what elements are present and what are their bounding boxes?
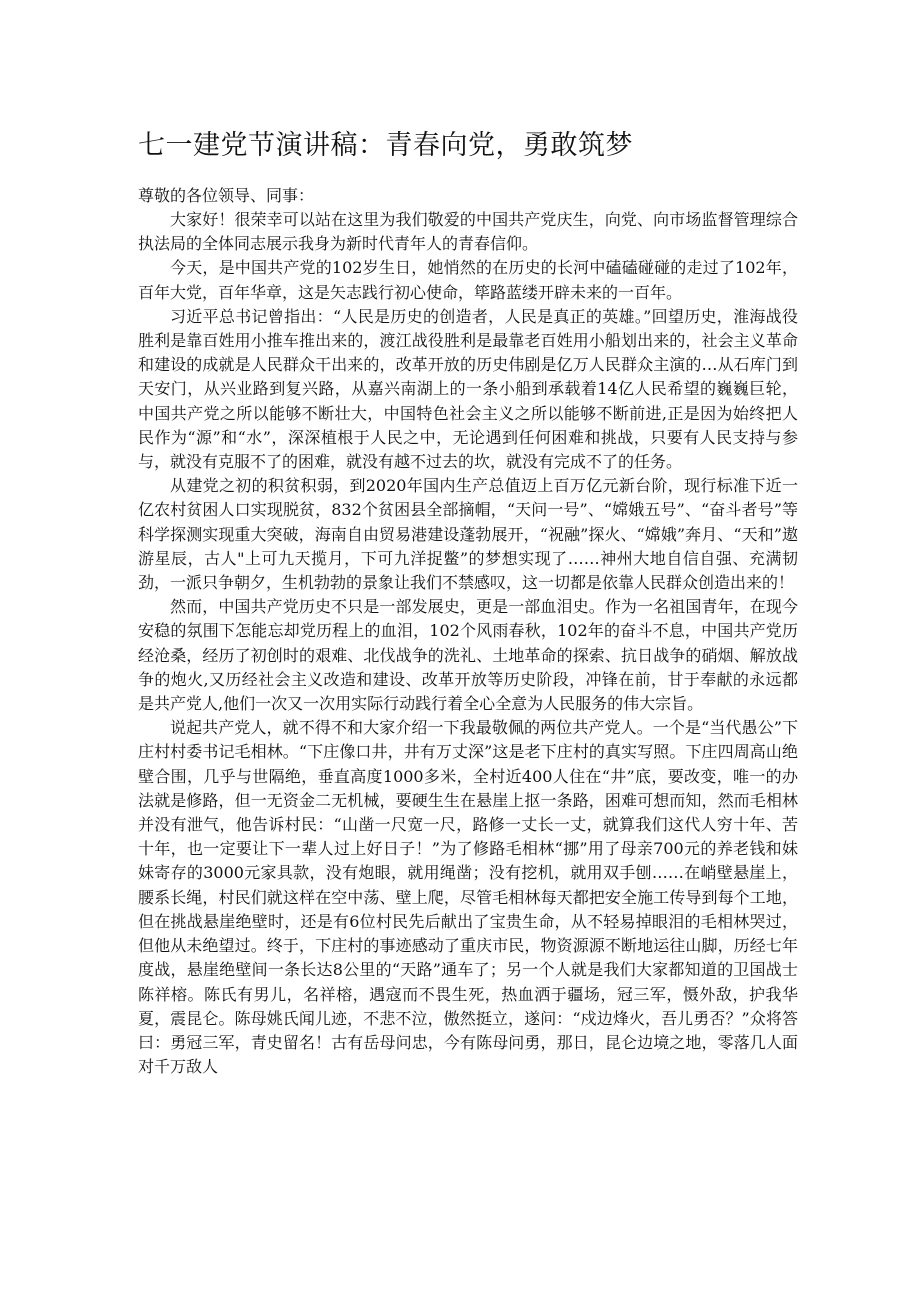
paragraph-greeting: 大家好！很荣幸可以站在这里为我们敬爱的中国共产党庆生，向党、向市场监督管理综合执法局的全体同志展示我身为新时代青年人的青春信仰。 (138, 210, 798, 254)
paragraph-party-history: 然而，中国共产党历史不只是一部发展史，更是一部血泪史。作为一名祖国青年，在现今安稳的氛围下怎能忘却党历程上的血泪，102个风雨春秋，102年的奋斗不息，中国共产党历经沧桑，经历了初创时的艰难、北伐战争的洗礼、土地革命的探索、抗日战争的硝烟、解放战争的炮火,又历经社会主义改造和建设、改革开放等历史阶段，冲锋在前，甘于奉献的永远都是共产党人,他们一次又一次用实际行动践行着全心全意为人民服务的伟大宗旨。 (138, 597, 798, 714)
document-page (138, 126, 798, 1079)
paragraph-anniversary: 今天，是中国共产党的102岁生日，她悄然的在历史的长河中磕磕碰碰的走过了102年，百年大党，百年华章，这是矢志践行初心使命，筚路蓝缕开辟未来的一百年。 (138, 258, 798, 302)
salutation: 尊敬的各位领导、同事： (138, 186, 315, 205)
paragraph-role-models: 说起共产党人，就不得不和大家介绍一下我最敬佩的两位共产党人。一个是“当代愚公”下庄村村委书记毛相林。“下庄像口井，井有万丈深”这是老下庄村的真实写照。下庄四周高山绝壁合围，几乎与世隔绝，垂直高度1000多米，全村近400人住在“井”底，要改变，唯一的办法就是修路，但一无资金二无机械，要硬生生在悬崖上抠一条路，困难可想而知，然而毛相林并没有泄气，他告诉村民：“山凿一尺宽一尺，路修一丈长一丈，就算我们这代人穷十年、苦十年，也一定要让下一辈人过上好日子！”为了修路毛相林“挪”用了母亲700元的养老钱和妹妹寄存的3000元家具款，没有炮眼，就用绳凿；没有挖机，就用双手刨……在峭壁悬崖上，腰系长绳，村民们就这样在空中荡、壁上爬，尽管毛相林每天都把安全施工传导到每个工地，但在挑战悬崖绝壁时，还是有6位村民先后献出了宝贵生命，从不轻易掉眼泪的毛相林哭过，但他从未绝望过。终于，下庄村的事迹感动了重庆市民，物资源源不断地运往山脚，历经七年度战，悬崖绝壁间一条长达8公里的“天路”通车了；另一个人就是我们大家都知道的卫国战士陈祥榕。陈氏有男儿，名祥榕，遇寇而不畏生死，热血洒于疆场，冠三军，慑外敌，护我华夏，震昆仑。陈母姚氏闻儿迹，不悲不泣，傲然挺立，遂问：“戍边烽火，吾儿勇否？”众将答曰：勇冠三军，青史留名！古有岳母问忠，今有陈母问勇，那日，昆仑边境之地，零落几人面对千万敌人 (138, 718, 798, 1077)
paragraph-people-history: 习近平总书记曾指出：“人民是历史的创造者，人民是真正的英雄。”回望历史，淮海战役胜利是靠百姓用小推车推出来的，渡江战役胜利是最靠老百姓用小船划出来的，社会主义革命和建设的成就是人民群众干出来的，改革开放的历史伟剧是亿万人民群众主演的…从石库门到天安门，从兴业路到复兴路，从嘉兴南湖上的一条小船到承载着14亿人民希望的巍巍巨轮，中国共产党之所以能够不断壮大，中国特色社会主义之所以能够不断前进,正是因为始终把人民作为“源”和“水”，深深植根于人民之中，无论遇到任何困难和挑战，只要有人民支持与参与，就没有克服不了的困难，就没有越不过去的坎，就没有完成不了的任务。 (138, 306, 798, 472)
paragraph-achievements: 从建党之初的积贫积弱，到2020年国内生产总值迈上百万亿元新台阶，现行标准下近一亿农村贫困人口实现脱贫，832个贫困县全部摘帽，“天问一号”、“嫦娥五号”、“奋斗者号”等科学探测实现重大突破，海南自由贸易港建设蓬勃展开，“祝融”探火、“嫦娥”奔月、“天和”遨游星辰，古人"上可九天揽月，下可九洋捉鳖”的梦想实现了……神州大地自信自强、充满韧劲，一派只争朝夕，生机勃勃的景象让我们不禁感叹，这一切都是依靠人民群众创造出来的！ (138, 476, 798, 593)
document-title: 七一建党节演讲稿：青春向党，勇敢筑梦 (138, 130, 633, 161)
